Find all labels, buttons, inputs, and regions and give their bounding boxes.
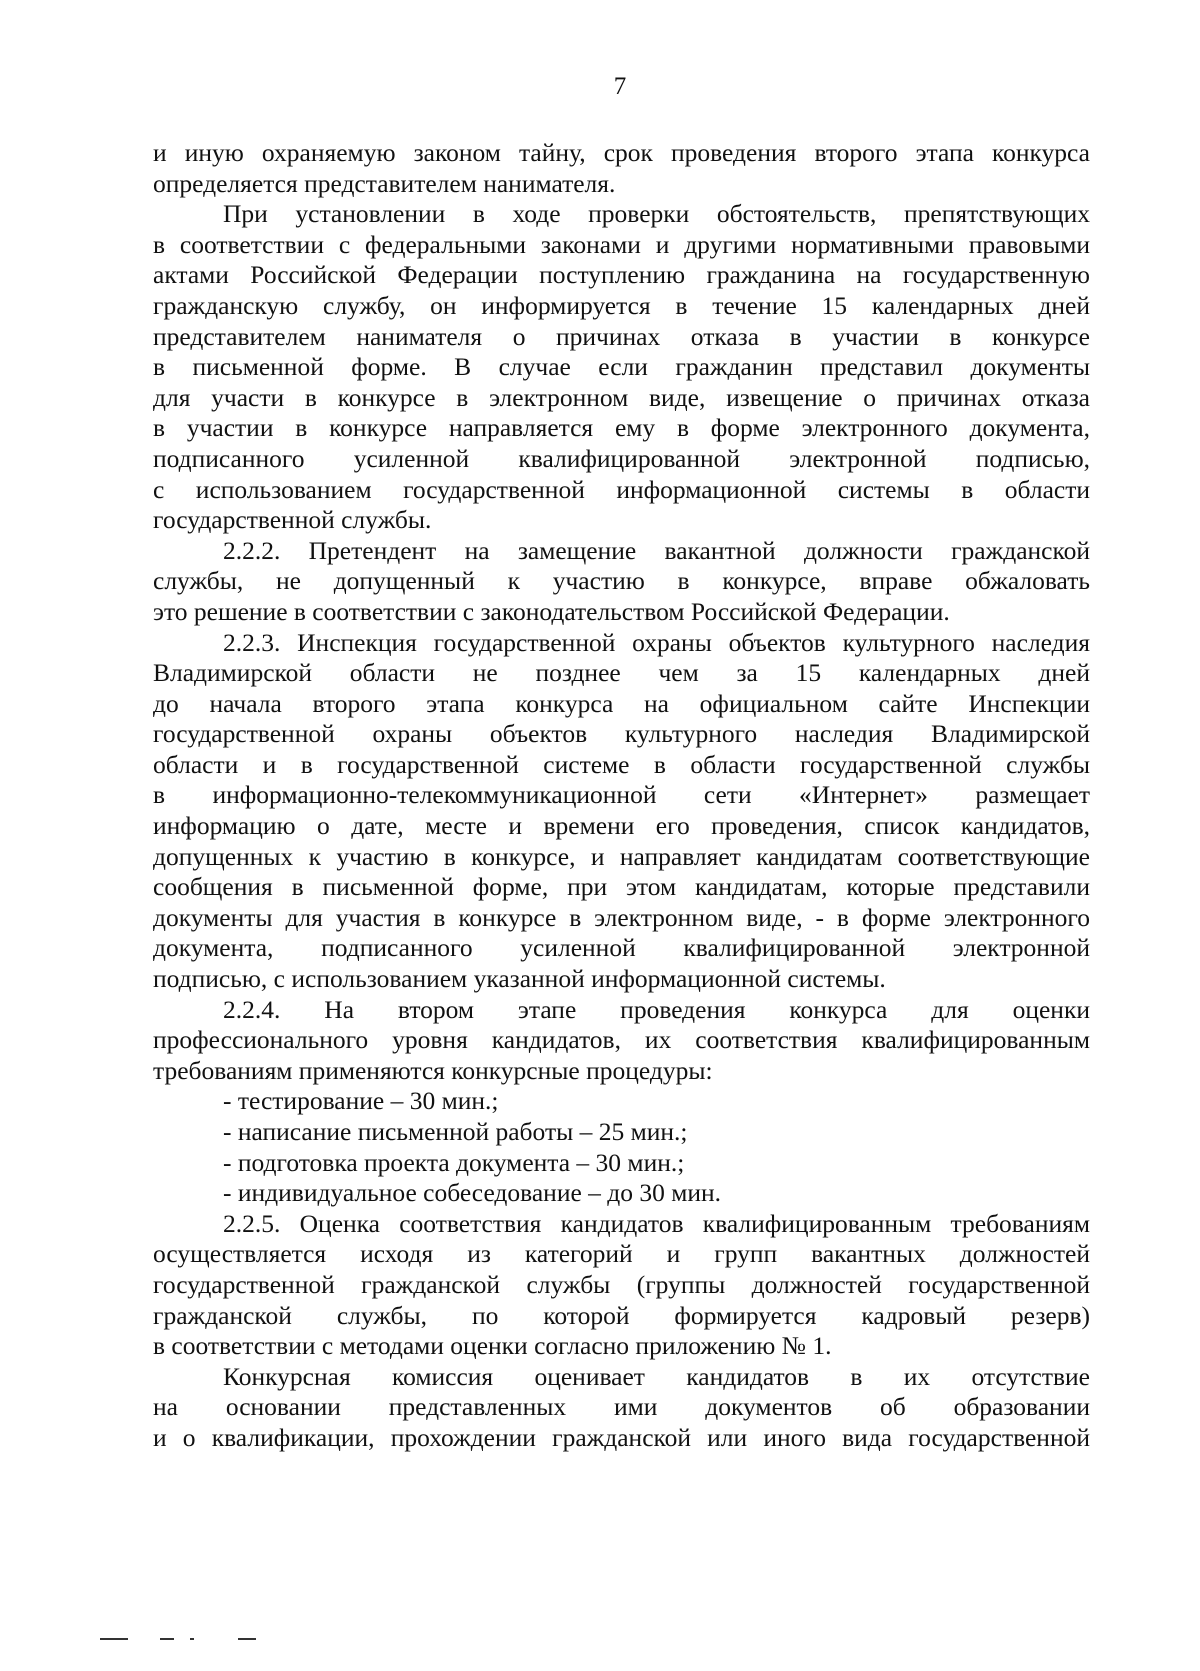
procedures-list <box>153 1086 1090 1208</box>
text-line: сообщения в письменной форме, при этом кандидатам, которые представили <box>153 872 1090 902</box>
text-line: и иную охраняемую законом тайну, срок проведения второго этапа конкурса <box>153 138 1090 167</box>
text-line: службы, не допущенный к участию в конкурсе, вправе обжаловать <box>153 566 1090 596</box>
text-line: государственной службы. <box>153 505 432 535</box>
document-body <box>153 138 1090 1454</box>
list-item: - подготовка проекта документа – 30 мин.; <box>223 1147 685 1177</box>
text-line: актами Российской Федерации поступлению гражданина на государственную <box>153 260 1090 290</box>
text-line: в письменной форме. В случае если гражданин представил документы <box>153 352 1090 382</box>
text-line: 2.2.3. Инспекция государственной охраны объектов культурного наследия <box>223 627 1090 657</box>
text-line: 2.2.4. На втором этапе проведения конкурса для оценки <box>223 994 1090 1024</box>
scan-artifact-marks <box>100 1638 300 1642</box>
text-line: определяется представителем нанимателя. <box>153 168 616 198</box>
text-line: гражданской службы, по которой формируется кадровый резерв) <box>153 1300 1090 1330</box>
paragraph-2-2-5 <box>153 1209 1090 1362</box>
paragraph-2-2-2 <box>153 536 1090 628</box>
text-line: Конкурсная комиссия оценивает кандидатов в их отсутствие <box>223 1361 1090 1391</box>
paragraph-2-2-3 <box>153 628 1090 995</box>
text-line: в информационно-телекоммуникационной сети «Интернет» размещает <box>153 780 1090 810</box>
text-line: это решение в соответствии с законодательством Российской Федерации. <box>153 596 950 626</box>
text-line: 2.2.2. Претендент на замещение вакантной должности гражданской <box>223 535 1090 565</box>
text-line: государственной охраны объектов культурного наследия Владимирской <box>153 719 1090 749</box>
text-line: информацию о дате, месте и времени его проведения, список кандидатов, <box>153 811 1090 841</box>
paragraph <box>153 1362 1090 1454</box>
list-item: - тестирование – 30 мин.; <box>223 1086 499 1116</box>
text-line: в участии в конкурсе направляется ему в форме электронного документа, <box>153 413 1090 443</box>
text-line: до начала второго этапа конкурса на официальном сайте Инспекции <box>153 688 1090 718</box>
text-line: осуществляется исходя из категорий и групп вакантных должностей <box>153 1239 1090 1269</box>
text-line: и о квалификации, прохождении гражданской или иного вида государственной <box>153 1422 1090 1452</box>
paragraph-2-2-4 <box>153 995 1090 1087</box>
text-line: для участи в конкурсе в электронном виде, извещение о причинах отказа <box>153 382 1090 412</box>
text-line: представителем нанимателя о причинах отказа в участии в конкурсе <box>153 321 1090 351</box>
paragraph <box>153 199 1090 536</box>
text-line: При установлении в ходе проверки обстоятельств, препятствующих <box>223 199 1090 229</box>
text-line: документа, подписанного усиленной квалифицированной электронной <box>153 933 1090 963</box>
text-line: профессионального уровня кандидатов, их соответствия квалифицированным <box>153 1025 1090 1055</box>
text-line: в соответствии с федеральными законами и другими нормативными правовыми <box>153 229 1090 259</box>
text-line: документы для участия в конкурсе в электронном виде, - в форме электронного <box>153 902 1090 932</box>
paragraph <box>153 138 1090 199</box>
text-line: с использованием государственной информационной системы в области <box>153 474 1090 504</box>
text-line: на основании представленных ими документов об образовании <box>153 1392 1090 1422</box>
text-line: государственной гражданской службы (группы должностей государственной <box>153 1269 1090 1299</box>
page-number: 7 <box>613 73 627 100</box>
text-line: области и в государственной системе в области государственной службы <box>153 749 1090 779</box>
text-line: в соответствии с методами оценки согласно приложению № 1. <box>153 1331 832 1361</box>
text-line: гражданскую службу, он информируется в течение 15 календарных дней <box>153 290 1090 320</box>
text-line: подписанного усиленной квалифицированной электронной подписью, <box>153 443 1090 473</box>
list-item: - индивидуальное собеседование – до 30 мин. <box>223 1178 722 1208</box>
text-line: допущенных к участию в конкурсе, и направляет кандидатам соответствующие <box>153 841 1090 871</box>
text-line: 2.2.5. Оценка соответствия кандидатов квалифицированным требованиям <box>223 1208 1090 1238</box>
list-item: - написание письменной работы – 25 мин.; <box>223 1117 688 1146</box>
text-line: Владимирской области не позднее чем за 15 календарных дней <box>153 658 1090 688</box>
text-line: подписью, с использованием указанной информационной системы. <box>153 964 886 994</box>
text-line: требованиям применяются конкурсные процедуры: <box>153 1055 713 1085</box>
